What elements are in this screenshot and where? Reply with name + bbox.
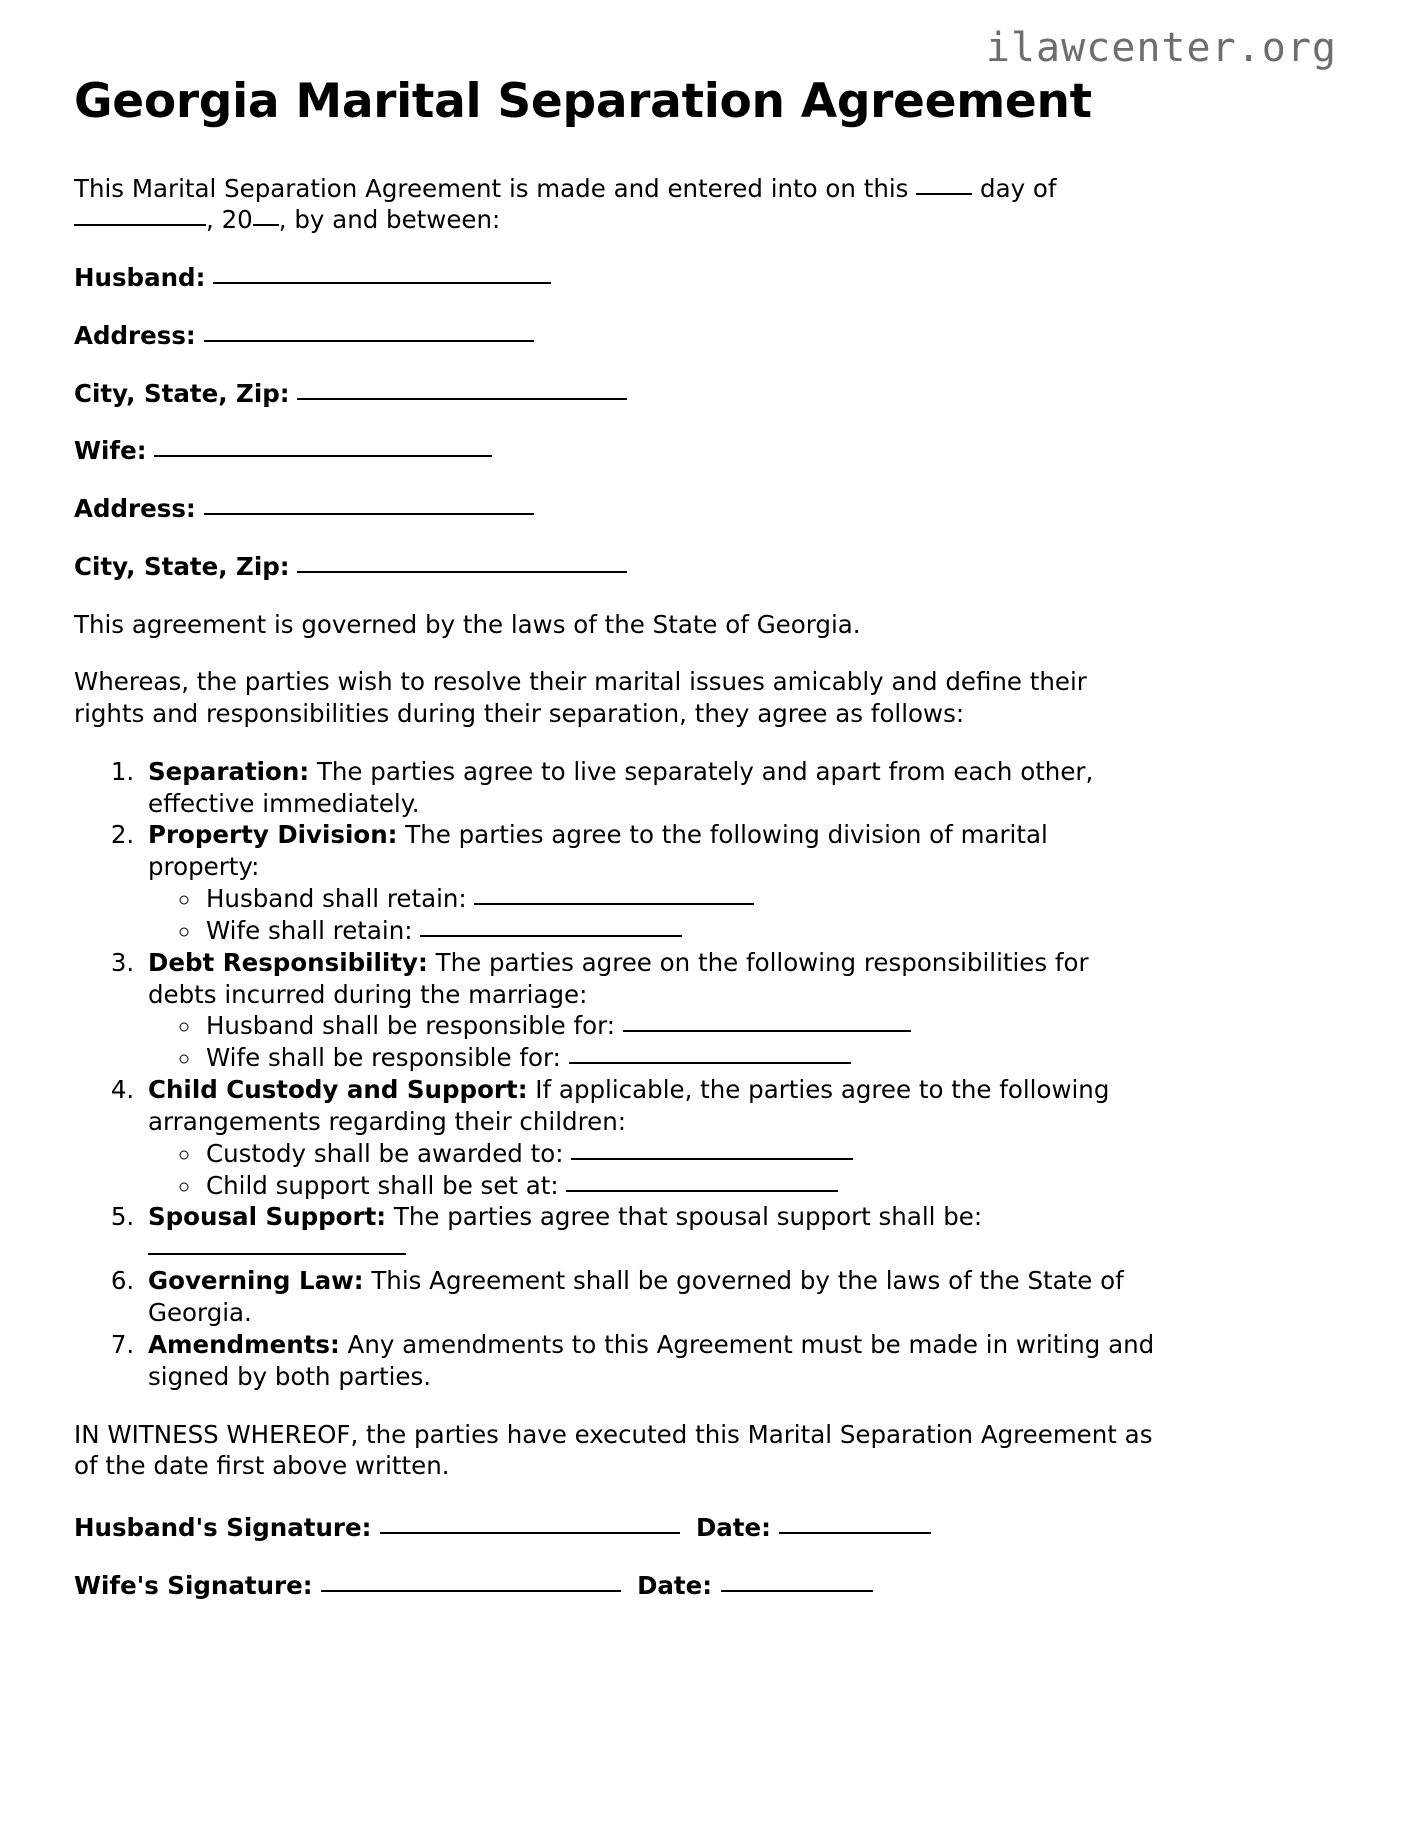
list-item	[202, 1138, 1155, 1170]
clause-title-amendments: Amendments:	[148, 1329, 340, 1359]
subclause-list-property-division	[148, 883, 1155, 947]
intro-paragraph	[74, 173, 1155, 236]
wife-debt-field[interactable]	[569, 1062, 851, 1064]
whereas-paragraph: Whereas, the parties wish to resolve their marital issues amicably and define their rights and responsibilities during their separation, they agree as follows:	[74, 667, 1087, 729]
clause-text-debt-responsibility: The parties agree on the following responsibilities for debts incurred during the marriage:	[148, 947, 1089, 1009]
subclause-list-debt-responsibility	[148, 1010, 1155, 1074]
husband-date-label: Date:	[695, 1512, 771, 1542]
husband-address-label: Address:	[74, 320, 196, 350]
husband-name-row	[74, 262, 1155, 294]
subclause-label-wife-retain: Wife shall retain:	[206, 915, 421, 945]
clause-item-governing-law	[142, 1265, 1155, 1329]
day-blank	[916, 193, 972, 195]
clause-text-spousal-support: The parties agree that spousal support shall be:	[386, 1202, 983, 1232]
husband-name-label: Husband:	[74, 262, 206, 292]
husband-name-field[interactable]	[213, 282, 551, 284]
subclause-list-child-custody-support	[148, 1138, 1155, 1202]
husband-city-state-zip-row	[74, 378, 1155, 410]
clause-title-spousal-support: Spousal Support:	[148, 1202, 387, 1232]
clause-item-separation	[142, 756, 1155, 820]
intro-text-part1: This Marital Separation Agreement is made and entered into on this	[74, 173, 917, 203]
clause-text-child-custody-support: If applicable, the parties agree to the following arrangements regarding their children:	[148, 1075, 1110, 1136]
subclause-label-husband-retain: Husband shall retain:	[206, 884, 475, 914]
wife-retain-field[interactable]	[420, 935, 682, 937]
wife-city-state-zip-field[interactable]	[297, 571, 627, 573]
husband-signature-row	[74, 1512, 1155, 1544]
wife-signature-row	[74, 1570, 1155, 1602]
list-item	[202, 1010, 1155, 1042]
clause-item-spousal-support	[142, 1201, 1155, 1265]
subclause-label-child-support: Child support shall be set at:	[206, 1170, 567, 1200]
wife-name-field[interactable]	[154, 455, 492, 457]
wife-signature-label: Wife's Signature:	[74, 1570, 313, 1600]
wife-date-field[interactable]	[721, 1590, 873, 1592]
clause-list	[74, 756, 1155, 1393]
list-item	[202, 915, 1155, 947]
wife-city-state-zip-row	[74, 551, 1155, 583]
child-support-field[interactable]	[566, 1190, 838, 1192]
witness-paragraph: IN WITNESS WHEREOF, the parties have executed this Marital Separation Agreement as of the date first above written.	[74, 1419, 1153, 1481]
clause-text-separation: The parties agree to live separately and apart from each other, effective immediately.	[148, 756, 1094, 818]
list-item	[202, 1170, 1155, 1202]
clause-item-amendments	[142, 1329, 1155, 1393]
list-item	[202, 1042, 1155, 1074]
wife-city-state-zip-label: City, State, Zip:	[74, 552, 290, 582]
husband-address-field[interactable]	[204, 340, 534, 342]
spousal-support-field[interactable]	[148, 1253, 406, 1255]
husband-date-field[interactable]	[779, 1532, 931, 1534]
subclause-label-custody-awarded: Custody shall be awarded to:	[206, 1138, 572, 1168]
husband-retain-field[interactable]	[474, 903, 754, 905]
list-item	[202, 883, 1155, 915]
husband-signature-field[interactable]	[380, 1532, 680, 1534]
document-content	[74, 76, 1155, 1627]
wife-name-row	[74, 435, 1155, 467]
year-blank	[253, 224, 279, 226]
wife-signature-field[interactable]	[321, 1590, 621, 1592]
subclause-label-husband-debt: Husband shall be responsible for:	[206, 1011, 623, 1041]
husband-debt-field[interactable]	[623, 1030, 911, 1032]
page-title: Georgia Marital Separation Agreement	[74, 74, 1092, 129]
wife-address-field[interactable]	[204, 513, 534, 515]
subclause-label-wife-debt: Wife shall be responsible for:	[206, 1043, 569, 1073]
site-watermark: ilawcenter.org	[985, 25, 1337, 71]
wife-name-label: Wife:	[74, 436, 147, 466]
clause-item-debt-responsibility	[142, 947, 1155, 1074]
clause-title-child-custody-support: Child Custody and Support:	[148, 1075, 528, 1105]
husband-signature-label: Husband's Signature:	[74, 1512, 372, 1542]
clause-item-child-custody-support	[142, 1074, 1155, 1201]
intro-text-part3: , 20	[206, 205, 253, 235]
clause-item-property-division	[142, 819, 1155, 946]
clause-text-property-division: The parties agree to the following division of marital property:	[148, 820, 1048, 882]
husband-address-row	[74, 320, 1155, 352]
husband-city-state-zip-label: City, State, Zip:	[74, 378, 290, 408]
clause-title-debt-responsibility: Debt Responsibility:	[148, 947, 428, 977]
clause-text-amendments: Any amendments to this Agreement must be made in writing and signed by both parties.	[148, 1329, 1155, 1391]
husband-city-state-zip-field[interactable]	[297, 398, 627, 400]
wife-date-label: Date:	[637, 1570, 713, 1600]
clause-title-governing-law: Governing Law:	[148, 1266, 364, 1296]
governing-law-note: This agreement is governed by the laws of the State of Georgia.	[74, 609, 861, 639]
intro-text-part2: day of	[972, 173, 1057, 203]
wife-address-row	[74, 493, 1155, 525]
month-blank	[74, 224, 206, 226]
clause-title-separation: Separation:	[148, 756, 310, 786]
clause-title-property-division: Property Division:	[148, 820, 398, 850]
custody-awarded-field[interactable]	[571, 1158, 853, 1160]
intro-text-part4: , by and between:	[278, 205, 501, 235]
wife-address-label: Address:	[74, 494, 196, 524]
clause-text-governing-law: This Agreement shall be governed by the laws of the State of Georgia.	[148, 1266, 1124, 1327]
